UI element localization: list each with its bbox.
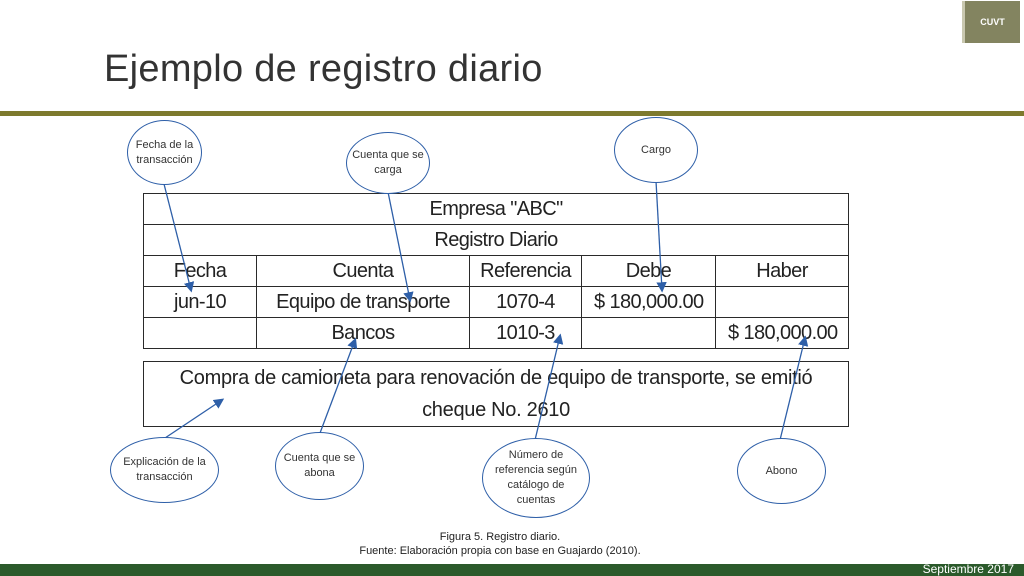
figure-caption [280,530,720,558]
caption-line-1: Figura 5. Registro diario. [439,531,561,543]
callout-cuenta-carga: Cuenta que se carga [346,132,430,194]
transaction-explanation: Compra de camioneta para renovación de equipo de transporte, se emitió cheque No. 2610 [144,362,849,427]
callout-cuenta-abona: Cuenta que se abona [275,432,364,500]
callout-referencia: Número de referencia según catálogo de cuentas [482,438,590,518]
cell-debe: $ 180,000.00 [582,287,716,318]
arrow-explicacion [165,400,222,438]
cell-referencia: 1010-3 [470,318,582,349]
callout-cargo: Cargo [614,117,698,183]
cell-haber: $ 180,000.00 [716,318,849,349]
cell-referencia: 1070-4 [470,287,582,318]
header-debe: Debe [582,256,716,287]
arrow-cargo [656,181,662,290]
header-referencia: Referencia [470,256,582,287]
arrow-abono [780,338,805,440]
footer-bar [0,564,1024,576]
cell-fecha: jun-10 [144,287,257,318]
callout-abono: Abono [737,438,826,504]
arrow-cuenta-abona [320,340,355,433]
book-title: Registro Diario [144,225,849,256]
header-haber: Haber [716,256,849,287]
caption-line-2: Fuente: Elaboración propia con base en Guajardo (2010). [359,545,641,557]
footer-date: Septiembre 2017 [922,562,1014,576]
cuvt-logo: CUVT [962,1,1020,43]
cell-cuenta: Equipo de transporte [257,287,470,318]
slide-title: Ejemplo de registro diario [104,48,543,90]
arrow-cuenta-carga [388,192,410,300]
header-cuenta: Cuenta [257,256,470,287]
arrow-fecha [164,184,191,290]
callout-fecha: Fecha de la transacción [127,120,202,185]
callout-explicacion: Explicación de la transacción [110,437,219,503]
arrow-referencia [535,336,560,440]
company-name: Empresa "ABC" [144,194,849,225]
header-fecha: Fecha [144,256,257,287]
cell-cuenta: Bancos [257,318,470,349]
